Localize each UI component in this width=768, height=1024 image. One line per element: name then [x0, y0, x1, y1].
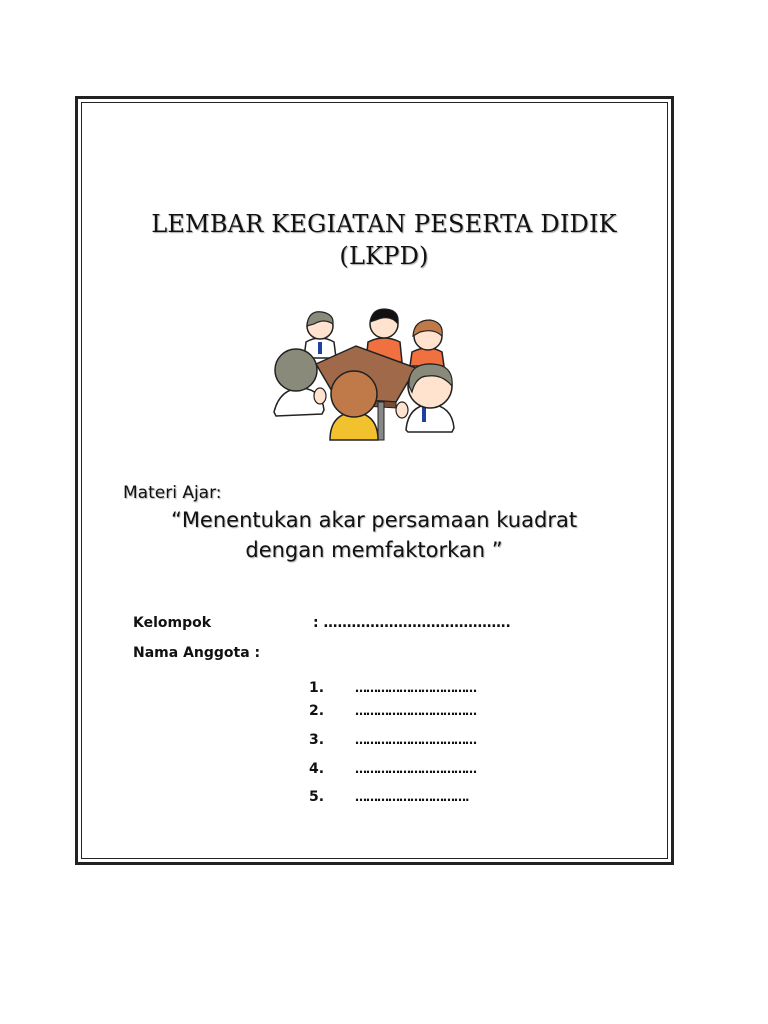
member-number: 3.: [309, 732, 325, 748]
person-back-left: [304, 312, 336, 358]
materi-label: Materi Ajar:: [123, 483, 222, 503]
member-field[interactable]: ………………………….: [355, 790, 469, 804]
document-subtitle: (LKPD): [339, 242, 429, 270]
nama-anggota-label: Nama Anggota :: [133, 645, 261, 661]
member-field[interactable]: ……………………………: [355, 762, 476, 776]
person-back-right: [410, 320, 444, 366]
person-front-left: [274, 349, 326, 416]
member-field[interactable]: ……………………………: [355, 733, 476, 747]
member-number: 4.: [309, 761, 325, 777]
person-front-center: [330, 371, 378, 440]
document-title: LEMBAR KEGIATAN PESERTA DIDIK: [151, 210, 617, 238]
member-field[interactable]: ……………………………: [355, 704, 476, 718]
kelompok-label: Kelompok: [133, 615, 212, 631]
materi-topic-line2: dengan memfaktorkan ”: [245, 538, 503, 562]
member-field[interactable]: ……………………………: [355, 681, 476, 695]
member-number: 2.: [309, 703, 325, 719]
member-number: 5.: [309, 789, 325, 805]
kelompok-field[interactable]: : ………………………………….: [313, 615, 511, 631]
member-number: 1.: [309, 680, 325, 696]
materi-topic-line1: “Menentukan akar persamaan kuadrat: [170, 508, 578, 532]
group-discussion-icon: [266, 302, 462, 446]
